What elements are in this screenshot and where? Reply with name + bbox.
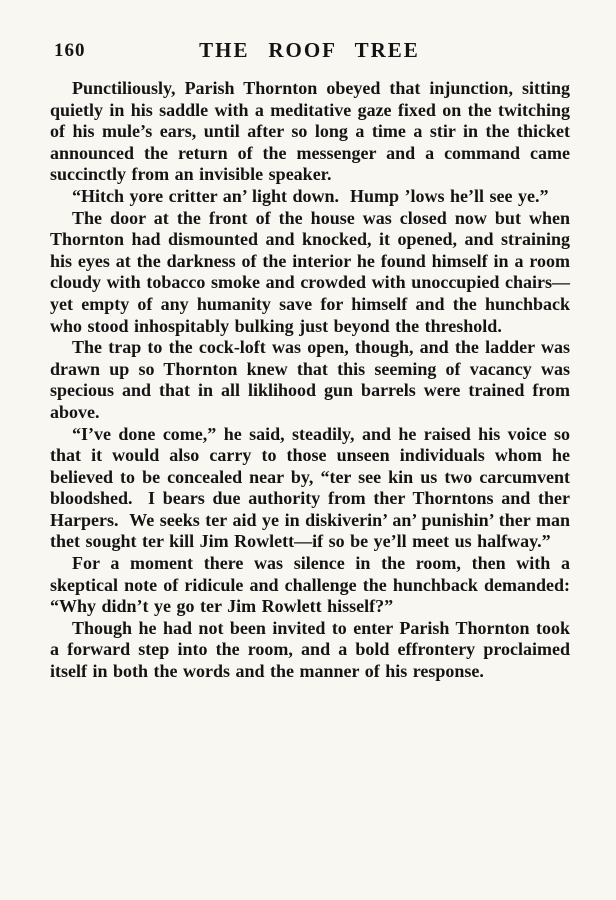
page-number: 160 <box>54 40 86 61</box>
paragraph: The door at the front of the house was closed now but when Thornton had dismounted and knocked, it opened, and straining his eyes at the darkness of the interior he found himself in a room cloudy with tobacco smoke and crowded with unoccupied chairs—yet empty of any humanity save for himself and the hunchback who stood inhospitably bulking just beyond the threshold. <box>50 207 576 336</box>
paragraph: “Hitch yore critter an’ light down. Hump ’lows he’ll see ye.” <box>72 185 549 206</box>
paragraph: “I’ve done come,” he said, steadily, and he raised his voice so that it would also carry to those unseen individuals whom he believed to be concealed near by, “ter see kin us two carcumvent bloodshed. I bears due authority from ther Thorntons and ther Harpers. We seeks ter aid ye in diskiverin’ an’ punishin’ ther man thet sought ter kill Jim Rowlett—if so be ye’ll meet us halfway.” <box>50 423 576 552</box>
paragraph: The trap to the cock-loft was open, though, and the ladder was drawn up so Thornton knew that this seeming of vacancy was specious and that in all liklihood gun barrels were trained from above. <box>50 337 576 422</box>
running-title: THE ROOF TREE <box>199 38 420 62</box>
page-header <box>50 38 569 66</box>
paragraph: Though he had not been invited to enter Parish Thornton took a forward step into the room, and a bold effrontery proclaimed itself in both the words and the manner of his response. <box>50 617 576 682</box>
paragraph: For a moment there was silence in the room, then with a skeptical note of ridicule and challenge the hunchback demanded: “Why didn’t ye go ter Jim Rowlett hisself?” <box>50 553 576 617</box>
text-block <box>50 78 576 683</box>
paragraph: Punctiliously, Parish Thornton obeyed that injunction, sitting quietly in his saddle with a meditative gaze fixed on the twitching of his mule’s ears, until after so long a time a stir in the thicket announced the return of the messenger and a command came succinctly from an invisible speaker. <box>50 78 576 185</box>
